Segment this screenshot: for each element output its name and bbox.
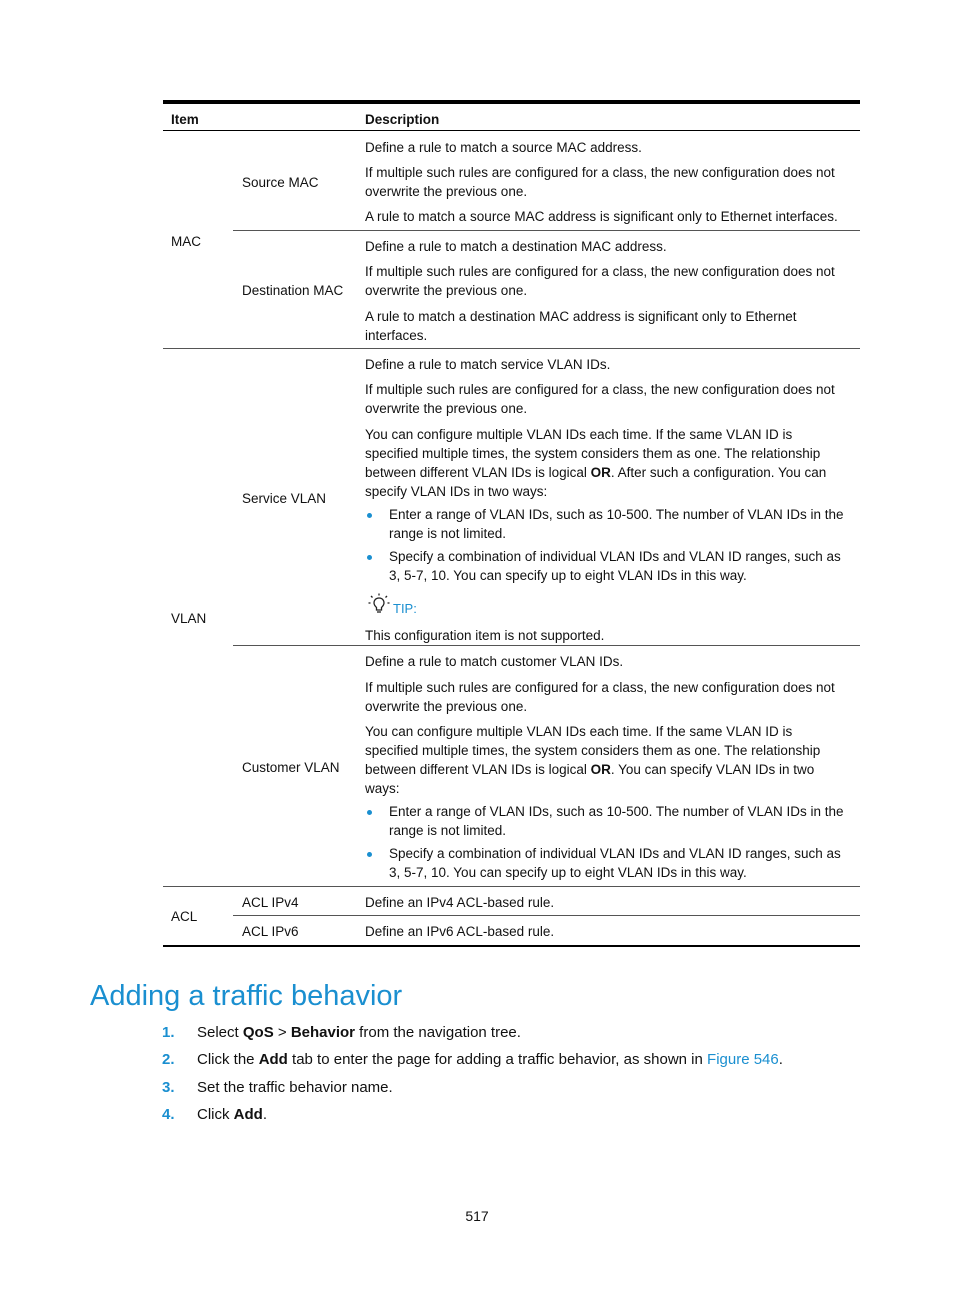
item-acl-ipv6: ACL IPv6	[242, 924, 299, 939]
desc-line: overwrite the previous one.	[365, 184, 528, 199]
bullet-dot	[367, 810, 372, 815]
row-divider	[233, 645, 860, 646]
step-3: Set the traffic behavior name.	[197, 1079, 393, 1096]
desc-line: between different VLAN IDs is logical OR. You can specify VLAN IDs in two	[365, 762, 815, 777]
group-divider	[163, 348, 860, 349]
bullet-line: 3, 5-7, 10. You can specify up to eight VLAN IDs in this way.	[389, 865, 747, 880]
desc-line: Define a rule to match a source MAC address.	[365, 140, 642, 155]
desc-line: You can configure multiple VLAN IDs each time. If the same VLAN ID is	[365, 427, 793, 442]
table-header-rule	[163, 130, 860, 131]
desc-line: specified multiple times, the system considers them as one. The relationship	[365, 446, 821, 461]
step-4: Click Add.	[197, 1106, 268, 1123]
row-divider	[233, 915, 860, 916]
desc-line: ways:	[365, 781, 400, 796]
desc-line: specify VLAN IDs in two ways:	[365, 484, 548, 499]
group-vlan: VLAN	[171, 611, 207, 626]
row-divider	[233, 230, 860, 231]
section-heading: Adding a traffic behavior	[90, 980, 403, 1012]
desc-line: A rule to match a source MAC address is significant only to Ethernet interfaces.	[365, 209, 838, 224]
step-number: 3.	[162, 1079, 175, 1096]
desc-line: If multiple such rules are configured for a class, the new configuration does not	[365, 382, 835, 397]
item-destination-mac: Destination MAC	[242, 283, 344, 298]
step-number: 1.	[162, 1024, 175, 1041]
desc-line: You can configure multiple VLAN IDs each time. If the same VLAN ID is	[365, 724, 793, 739]
desc-line: Define an IPv6 ACL-based rule.	[365, 924, 555, 939]
page-number: 517	[465, 1208, 489, 1224]
bullet-line: Enter a range of VLAN IDs, such as 10-500. The number of VLAN IDs in the	[389, 804, 844, 819]
desc-line: If multiple such rules are configured for a class, the new configuration does not	[365, 680, 835, 695]
lightbulb-icon	[367, 592, 391, 616]
desc-line: Define a rule to match customer VLAN IDs.	[365, 654, 624, 669]
bullet-line: Specify a combination of individual VLAN IDs and VLAN ID ranges, such as	[389, 846, 841, 861]
table-bottom-rule	[163, 945, 860, 947]
tip-text: This configuration item is not supported.	[365, 628, 605, 643]
tip-label: TIP:	[393, 601, 417, 616]
item-source-mac: Source MAC	[242, 175, 319, 190]
group-mac: MAC	[171, 234, 201, 249]
desc-line: If multiple such rules are configured for a class, the new configuration does not	[365, 264, 835, 279]
desc-line: overwrite the previous one.	[365, 699, 528, 714]
step-2: Click the Add tab to enter the page for adding a traffic behavior, as shown in Figure 546.	[197, 1051, 783, 1068]
desc-line: If multiple such rules are configured for a class, the new configuration does not	[365, 165, 835, 180]
bullet-line: Enter a range of VLAN IDs, such as 10-500. The number of VLAN IDs in the	[389, 507, 844, 522]
group-acl: ACL	[171, 909, 198, 924]
desc-line: A rule to match a destination MAC address is significant only to Ethernet	[365, 309, 797, 324]
desc-line: overwrite the previous one.	[365, 283, 528, 298]
table-top-rule	[163, 100, 860, 104]
desc-line: Define a rule to match service VLAN IDs.	[365, 357, 611, 372]
step-number: 4.	[162, 1106, 175, 1123]
step-number: 2.	[162, 1051, 175, 1068]
item-service-vlan: Service VLAN	[242, 491, 327, 506]
bullet-dot	[367, 555, 372, 560]
bullet-dot	[367, 852, 372, 857]
figure-link[interactable]: Figure 546	[707, 1051, 779, 1068]
desc-line: between different VLAN IDs is logical OR. After such a configuration. You can	[365, 465, 827, 480]
bullet-line: 3, 5-7, 10. You can specify up to eight VLAN IDs in this way.	[389, 568, 747, 583]
bullet-line: range is not limited.	[389, 526, 507, 541]
desc-line: interfaces.	[365, 328, 428, 343]
bullet-line: Specify a combination of individual VLAN IDs and VLAN ID ranges, such as	[389, 549, 841, 564]
item-customer-vlan: Customer VLAN	[242, 760, 340, 775]
desc-line: overwrite the previous one.	[365, 401, 528, 416]
bullet-line: range is not limited.	[389, 823, 507, 838]
desc-line: Define a rule to match a destination MAC address.	[365, 239, 667, 254]
desc-line: specified multiple times, the system considers them as one. The relationship	[365, 743, 821, 758]
header-description: Description	[365, 112, 440, 127]
item-acl-ipv4: ACL IPv4	[242, 895, 299, 910]
desc-line: Define an IPv4 ACL-based rule.	[365, 895, 555, 910]
group-divider	[163, 886, 860, 887]
bullet-dot	[367, 513, 372, 518]
header-item: Item	[171, 112, 199, 127]
step-1: Select QoS > Behavior from the navigation tree.	[197, 1024, 521, 1041]
